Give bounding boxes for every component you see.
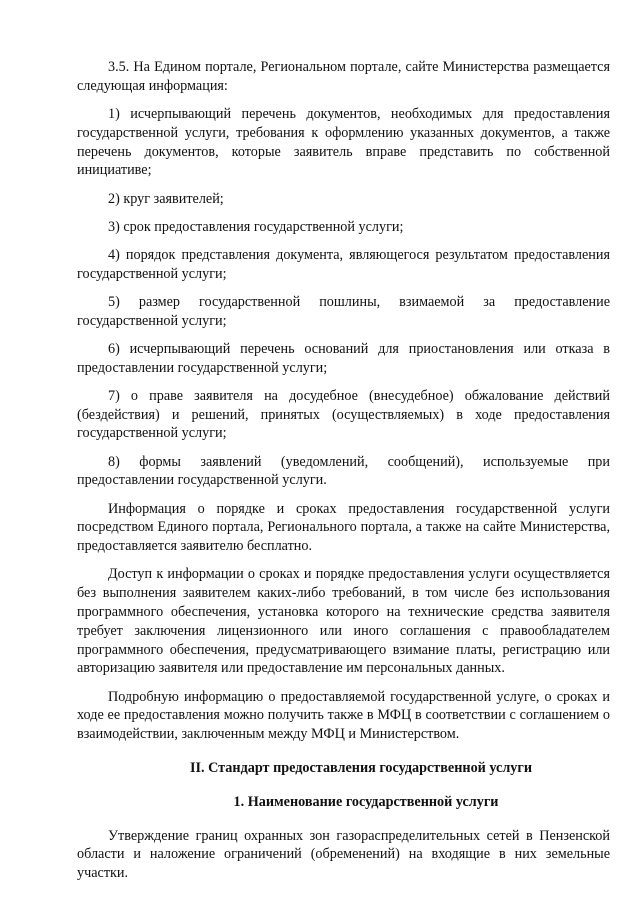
subsection-heading: 1. Наименование государственной услуги: [233, 793, 499, 810]
list-item-2: 2) круг заявителей;: [108, 190, 224, 207]
list-item-5: 5) размер государственной пошлины, взимаемой за предоставление государственной услуги;: [77, 293, 610, 329]
paragraph-mfc: Подробную информацию о предоставляемой государственной услуге, о сроках и ходе ее предоставления можно получить также в МФЦ в соответствии с соглашением о взаимодействии, заключенным между МФЦ и Министерством.: [77, 688, 610, 743]
paragraph-3-5: 3.5. На Едином портале, Региональном портале, сайте Министерства размещается следующая информация:: [77, 59, 610, 94]
document-page: [77, 58, 610, 892]
list-item-7: 7) о праве заявителя на досудебное (внесудебное) обжалование действий (бездействия) и решений, принятых (осуществляемых) в ходе предоставления государственной услуги;: [77, 387, 610, 442]
list-item-3: 3) срок предоставления государственной услуги;: [108, 218, 404, 235]
section-heading: II. Стандарт предоставления государственной услуги: [189, 760, 533, 776]
list-item-6: 6) исчерпывающий перечень оснований для приостановления или отказа в предоставлении государственной услуги;: [77, 340, 610, 376]
paragraph-access: Доступ к информации о сроках и порядке предоставления услуги осуществляется без выполнения заявителем каких-либо требований, в том числе без использования программного обеспечения, установка которого на технические средства заявителя требует заключения лицензионного или иного соглашения с правообладателем программного обеспечения, предусматривающего взимание платы, регистрацию или авторизацию заявителя или предоставление им персональных данных.: [77, 566, 610, 677]
list-item-8: 8) формы заявлений (уведомлений, сообщений), используемые при предоставлении государственной услуги.: [77, 453, 610, 489]
service-name-paragraph: Утверждение границ охранных зон газораспределительных сетей в Пензенской области и наложение ограничений (обременений) на входящие в них земельные участки.: [77, 827, 610, 882]
list-item-4: 4) порядок представления документа, являющегося результатом предоставления государственной услуги;: [77, 246, 610, 282]
list-item-1: 1) исчерпывающий перечень документов, необходимых для предоставления государственной услуги, требования к оформлению указанных документов, а также перечень документов, которые заявитель вправе представить по собственной инициативе;: [77, 105, 610, 179]
paragraph-info-free: Информация о порядке и сроках предоставления государственной услуги посредством Единого портала, Регионального портала, а также на сайте Министерства, предоставляется заявителю бесплатно.: [77, 500, 610, 555]
